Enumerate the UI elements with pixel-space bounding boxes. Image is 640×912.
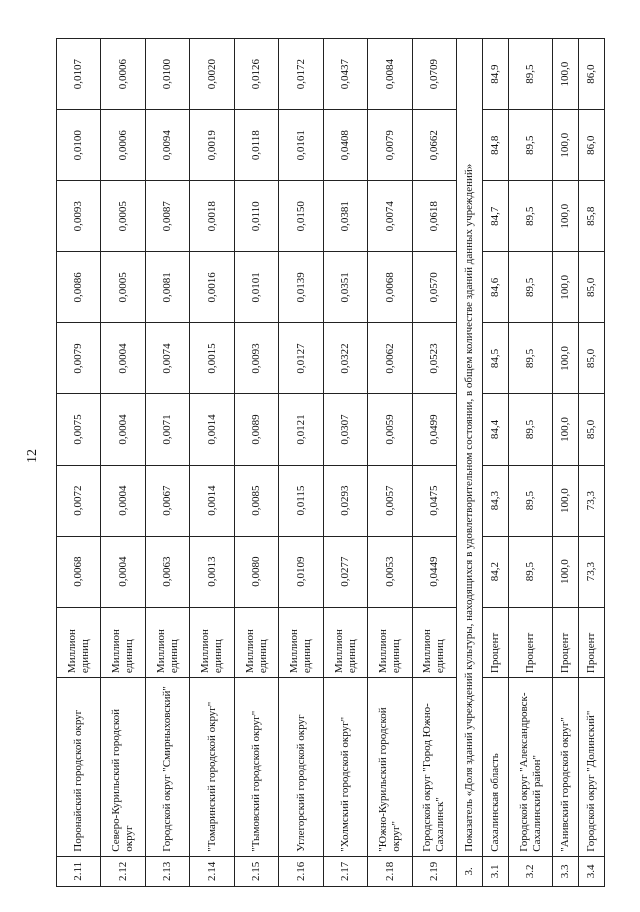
value-cell: 0,0071 xyxy=(145,394,189,465)
value-cell: 0,0277 xyxy=(323,536,367,607)
territory-name: "Южно-Курильский городской округ" xyxy=(368,678,412,857)
value-cell: 0,0121 xyxy=(279,394,323,465)
value-cell: 0,0408 xyxy=(323,110,367,181)
value-cell: 0,0079 xyxy=(57,323,101,394)
value-cell: 0,0016 xyxy=(190,252,234,323)
value-cell: 0,0014 xyxy=(190,465,234,536)
value-cell: 0,0110 xyxy=(234,181,278,252)
value-cell: 0,0062 xyxy=(368,323,412,394)
value-cell: 0,0662 xyxy=(412,110,456,181)
value-cell: 0,0006 xyxy=(101,39,145,110)
unit-of-measure: Процент xyxy=(553,607,579,677)
value-cell: 0,0087 xyxy=(145,181,189,252)
row-number: 2.11 xyxy=(57,856,101,886)
territory-name: Северо-Курильский городской округ xyxy=(101,678,145,857)
value-cell: 89,5 xyxy=(508,465,552,536)
value-cell: 0,0351 xyxy=(323,252,367,323)
territory-name: Углегорский городской округ xyxy=(279,678,323,857)
value-cell: 100,0 xyxy=(553,536,579,607)
value-cell: 0,0127 xyxy=(279,323,323,394)
value-cell: 0,0150 xyxy=(279,181,323,252)
row-number: 2.16 xyxy=(279,856,323,886)
value-cell: 0,0101 xyxy=(234,252,278,323)
territory-name: Поронайский городской округ xyxy=(57,678,101,857)
value-cell: 100,0 xyxy=(553,39,579,110)
table-row xyxy=(190,39,234,887)
value-cell: 0,0005 xyxy=(101,181,145,252)
value-cell: 89,5 xyxy=(508,110,552,181)
value-cell: 0,0084 xyxy=(368,39,412,110)
value-cell: 0,0100 xyxy=(57,110,101,181)
value-cell: 0,0618 xyxy=(412,181,456,252)
row-number: 3.2 xyxy=(508,856,552,886)
row-number: 2.18 xyxy=(368,856,412,886)
row-number: 3.1 xyxy=(483,856,509,886)
table-row xyxy=(368,39,412,887)
value-cell: 0,0005 xyxy=(101,252,145,323)
value-cell: 0,0093 xyxy=(57,181,101,252)
value-cell: 100,0 xyxy=(553,181,579,252)
value-cell: 0,0072 xyxy=(57,465,101,536)
territory-name: Городской округ "Смирныховский" xyxy=(145,678,189,857)
value-cell: 0,0063 xyxy=(145,536,189,607)
table-body xyxy=(57,39,605,887)
unit-of-measure: Миллион единиц xyxy=(145,607,189,677)
unit-of-measure: Миллион единиц xyxy=(101,607,145,677)
row-number: 2.14 xyxy=(190,856,234,886)
territory-name: "Тымовский городской округ" xyxy=(234,678,278,857)
value-cell: 0,0006 xyxy=(101,110,145,181)
rotated-page xyxy=(56,38,605,887)
table-row xyxy=(483,39,509,887)
row-number: 2.17 xyxy=(323,856,367,886)
row-number: 3.3 xyxy=(553,856,579,886)
territory-name: "Анивский городской округ" xyxy=(553,678,579,857)
value-cell: 0,0015 xyxy=(190,323,234,394)
value-cell: 0,0074 xyxy=(145,323,189,394)
value-cell: 0,0081 xyxy=(145,252,189,323)
value-cell: 0,0086 xyxy=(57,252,101,323)
table-row xyxy=(323,39,367,887)
value-cell: 100,0 xyxy=(553,110,579,181)
value-cell: 0,0079 xyxy=(368,110,412,181)
indicator-number: 3. xyxy=(457,856,483,886)
unit-of-measure: Процент xyxy=(579,607,605,677)
table-row xyxy=(412,39,456,887)
row-number: 2.13 xyxy=(145,856,189,886)
territory-name: Городской округ "Александровск-Сахалинский район" xyxy=(508,678,552,857)
table-row xyxy=(101,39,145,887)
value-cell: 0,0709 xyxy=(412,39,456,110)
value-cell: 0,0085 xyxy=(234,465,278,536)
row-number: 2.12 xyxy=(101,856,145,886)
value-cell: 84,8 xyxy=(483,110,509,181)
value-cell: 0,0437 xyxy=(323,39,367,110)
value-cell: 0,0018 xyxy=(190,181,234,252)
value-cell: 0,0293 xyxy=(323,465,367,536)
value-cell: 0,0094 xyxy=(145,110,189,181)
value-cell: 0,0004 xyxy=(101,465,145,536)
unit-of-measure: Миллион единиц xyxy=(368,607,412,677)
value-cell: 89,5 xyxy=(508,252,552,323)
territory-name: "Холмский городской округ" xyxy=(323,678,367,857)
unit-of-measure: Миллион единиц xyxy=(323,607,367,677)
value-cell: 100,0 xyxy=(553,323,579,394)
value-cell: 89,5 xyxy=(508,39,552,110)
value-cell: 84,4 xyxy=(483,394,509,465)
value-cell: 0,0109 xyxy=(279,536,323,607)
value-cell: 86,0 xyxy=(579,39,605,110)
value-cell: 0,0322 xyxy=(323,323,367,394)
row-number: 3.4 xyxy=(579,856,605,886)
value-cell: 0,0570 xyxy=(412,252,456,323)
table-row xyxy=(508,39,552,887)
table-row xyxy=(553,39,579,887)
value-cell: 85,0 xyxy=(579,394,605,465)
value-cell: 0,0068 xyxy=(368,252,412,323)
value-cell: 0,0074 xyxy=(368,181,412,252)
unit-of-measure: Миллион единиц xyxy=(57,607,101,677)
value-cell: 0,0381 xyxy=(323,181,367,252)
table-row xyxy=(234,39,278,887)
value-cell: 0,0080 xyxy=(234,536,278,607)
indicator-table xyxy=(56,38,605,887)
page-number: 12 xyxy=(25,449,40,463)
territory-name: Городской округ "Город Южно-Сахалинск" xyxy=(412,678,456,857)
table-row xyxy=(145,39,189,887)
value-cell: 100,0 xyxy=(553,252,579,323)
value-cell: 89,5 xyxy=(508,394,552,465)
value-cell: 84,3 xyxy=(483,465,509,536)
value-cell: 0,0139 xyxy=(279,252,323,323)
table-row xyxy=(279,39,323,887)
value-cell: 0,0013 xyxy=(190,536,234,607)
unit-of-measure: Процент xyxy=(483,607,509,677)
indicator-row xyxy=(457,39,483,887)
value-cell: 0,0004 xyxy=(101,323,145,394)
value-cell: 0,0014 xyxy=(190,394,234,465)
value-cell: 0,0053 xyxy=(368,536,412,607)
value-cell: 100,0 xyxy=(553,394,579,465)
value-cell: 0,0004 xyxy=(101,536,145,607)
value-cell: 84,6 xyxy=(483,252,509,323)
value-cell: 0,0019 xyxy=(190,110,234,181)
unit-of-measure: Миллион единиц xyxy=(190,607,234,677)
value-cell: 0,0523 xyxy=(412,323,456,394)
unit-of-measure: Миллион единиц xyxy=(412,607,456,677)
value-cell: 0,0089 xyxy=(234,394,278,465)
value-cell: 86,0 xyxy=(579,110,605,181)
value-cell: 0,0020 xyxy=(190,39,234,110)
value-cell: 0,0100 xyxy=(145,39,189,110)
value-cell: 0,0075 xyxy=(57,394,101,465)
value-cell: 0,0115 xyxy=(279,465,323,536)
value-cell: 0,0059 xyxy=(368,394,412,465)
unit-of-measure: Миллион единиц xyxy=(234,607,278,677)
table-row xyxy=(579,39,605,887)
value-cell: 0,0093 xyxy=(234,323,278,394)
value-cell: 89,5 xyxy=(508,536,552,607)
value-cell: 0,0068 xyxy=(57,536,101,607)
value-cell: 0,0475 xyxy=(412,465,456,536)
row-number: 2.15 xyxy=(234,856,278,886)
row-number: 2.19 xyxy=(412,856,456,886)
value-cell: 0,0307 xyxy=(323,394,367,465)
value-cell: 100,0 xyxy=(553,465,579,536)
value-cell: 0,0126 xyxy=(234,39,278,110)
value-cell: 0,0004 xyxy=(101,394,145,465)
indicator-title: Показатель «Доля зданий учреждений культуры, находящихся в удовлетворительном состоянии, в общем количестве зданий данных учреждений» xyxy=(457,39,483,857)
unit-of-measure: Миллион единиц xyxy=(279,607,323,677)
value-cell: 84,5 xyxy=(483,323,509,394)
value-cell: 85,0 xyxy=(579,323,605,394)
value-cell: 0,0057 xyxy=(368,465,412,536)
value-cell: 0,0118 xyxy=(234,110,278,181)
value-cell: 0,0161 xyxy=(279,110,323,181)
value-cell: 85,8 xyxy=(579,181,605,252)
value-cell: 0,0499 xyxy=(412,394,456,465)
table-row xyxy=(57,39,101,887)
territory-name: Городской округ "Долинский" xyxy=(579,678,605,857)
territory-name: Сахалинская область xyxy=(483,678,509,857)
value-cell: 0,0107 xyxy=(57,39,101,110)
value-cell: 73,3 xyxy=(579,465,605,536)
value-cell: 89,5 xyxy=(508,323,552,394)
value-cell: 84,2 xyxy=(483,536,509,607)
value-cell: 85,0 xyxy=(579,252,605,323)
value-cell: 84,9 xyxy=(483,39,509,110)
territory-name: "Томаринский городской округ" xyxy=(190,678,234,857)
value-cell: 0,0067 xyxy=(145,465,189,536)
value-cell: 84,7 xyxy=(483,181,509,252)
value-cell: 89,5 xyxy=(508,181,552,252)
value-cell: 0,0172 xyxy=(279,39,323,110)
unit-of-measure: Процент xyxy=(508,607,552,677)
value-cell: 73,3 xyxy=(579,536,605,607)
value-cell: 0,0449 xyxy=(412,536,456,607)
